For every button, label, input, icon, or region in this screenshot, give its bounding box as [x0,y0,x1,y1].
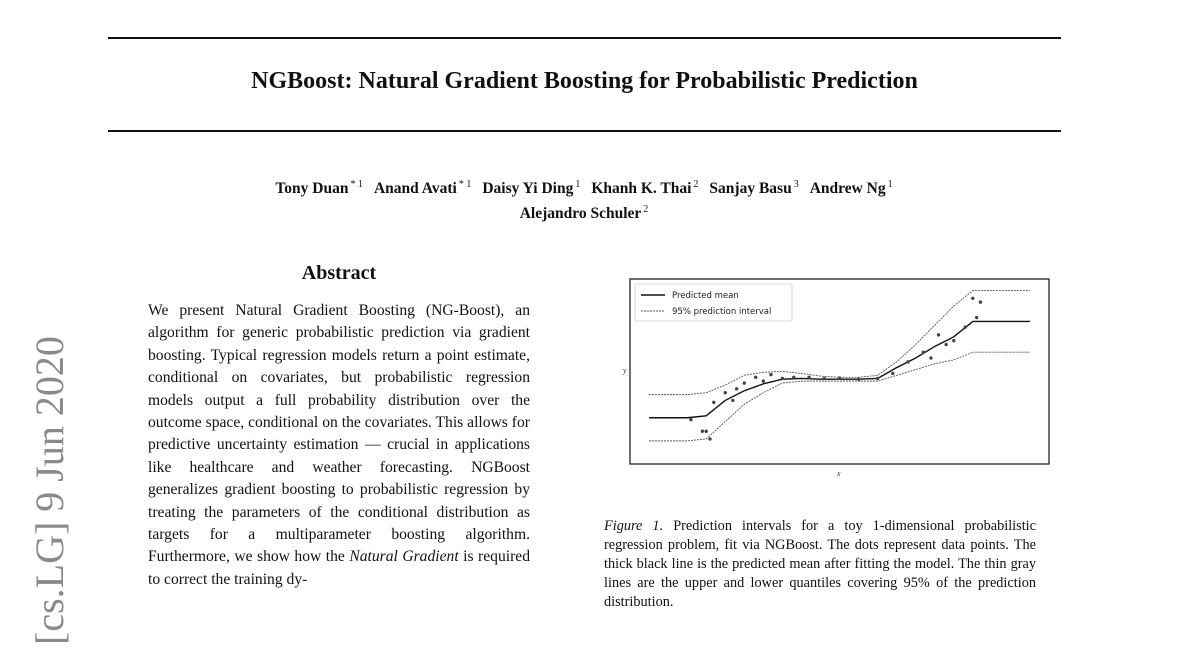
author-affiliation: * 1 [350,179,363,190]
data-point [944,343,947,346]
data-point [724,391,727,394]
author-affiliation: * 1 [458,179,472,190]
abstract-text-1: We present Natural Gradient Boosting (NG-Boost), an algorithm for generic probabilistic prediction via gradient boosting. Typical regression models return a point estimate, conditional on covariates, but probabilistic regression models output a full probability distribution over the outcome space, conditional on the covariates. This allows for predictive uncertainty estimation — crucial in applications like healthcare and weather forecasting. NGBoost generalizes gradient boosting to probabilistic regression by treating the parameters of the conditional distribution as targets for a multiparameter boosting algorithm. Furthermore, we show how the [148,302,530,566]
author-name: Anand Avati [373,180,457,198]
author-name: Alejandro Schuler [519,205,642,223]
legend-mean-label: Predicted mean [672,291,739,301]
author-list [108,174,1061,224]
title-bottom-rule [108,130,1061,132]
data-point [975,316,978,319]
figure-1-chart [604,272,1064,482]
predicted-mean-line [649,321,1030,417]
data-point [876,377,879,380]
data-point [712,401,715,404]
y-axis-label: y [623,366,627,375]
author-affiliation: 3 [793,179,799,190]
data-point [922,351,925,354]
data-point [701,430,704,433]
author-name: Tony Duan [275,180,349,198]
data-point [731,399,734,402]
data-point [838,376,841,379]
legend-interval-label: 95% prediction interval [672,307,772,317]
data-point [735,387,738,390]
legend [635,284,792,321]
author-affiliation: 2 [693,179,699,190]
figure-caption [604,517,1036,612]
arxiv-stamp: [cs.LG] 9 Jun 2020 [27,336,72,645]
data-point [891,372,894,375]
data-point [792,376,795,379]
lower-interval-line [649,352,1030,441]
author-affiliation: 1 [887,179,893,190]
data-point [979,300,982,303]
data-point [743,381,746,384]
data-point [964,325,967,328]
data-point [971,297,974,300]
data-point [708,437,711,440]
author-name: Daisy Yi Ding [482,180,574,198]
abstract-italic: Natural Gradient [349,548,459,566]
data-point [807,376,810,379]
abstract-body [148,300,530,591]
data-point [929,356,932,359]
author-name: Sanjay Basu [709,180,792,198]
author-affiliation: 2 [643,204,649,216]
data-point [952,339,955,342]
data-point [762,379,765,382]
x-axis-label: x [837,469,841,478]
top-rule [108,37,1061,39]
author-name: Andrew Ng [809,180,886,198]
data-point [823,377,826,380]
data-point [857,378,860,381]
caption-text: Prediction intervals for a toy 1-dimensional probabilistic regression problem, fit via NGBoost. The dots represent data points. The thick black line is the predicted mean after fitting the model. The thin gray lines are the upper and lower quantiles covering 95% of the prediction distribution. [604,518,1036,610]
data-point [769,373,772,376]
data-point [937,333,940,336]
author-name: Khanh K. Thai [591,180,692,198]
data-point [906,360,909,363]
data-point [689,418,692,421]
data-point [781,377,784,380]
data-point [704,430,707,433]
caption-label: Figure 1. [604,518,664,534]
paper-title: NGBoost: Natural Gradient Boosting for Probabilistic Prediction [251,68,918,94]
abstract-heading: Abstract [301,262,377,284]
author-affiliation: 1 [575,179,581,190]
data-point [754,376,757,379]
abstract-text-2: is required to correct the training dy- [148,548,530,588]
